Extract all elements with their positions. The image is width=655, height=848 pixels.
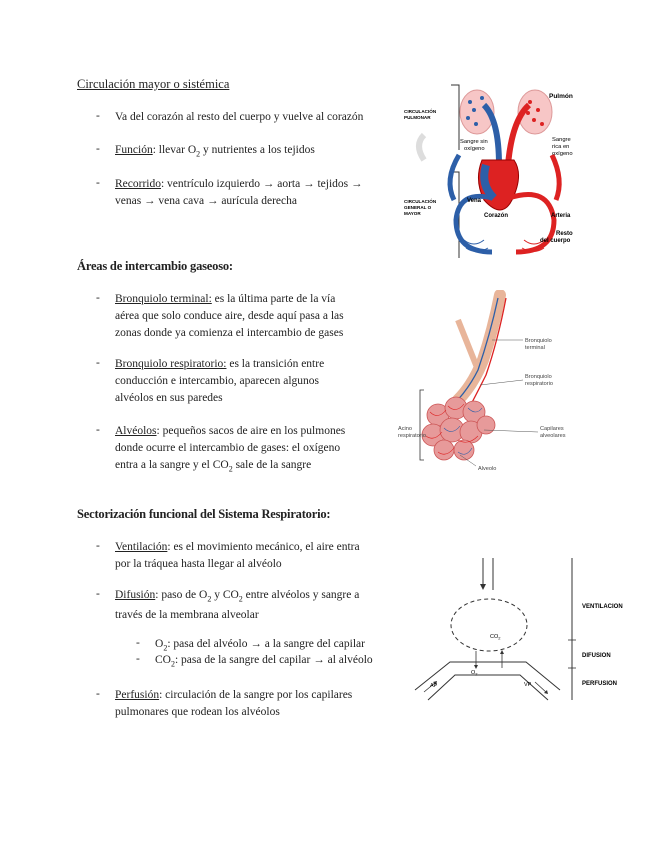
svg-text:alveolares: alveolares bbox=[540, 433, 566, 439]
label-difusion: DIFUSION bbox=[582, 653, 611, 659]
label-resto: Resto bbox=[556, 231, 573, 237]
label-arteria: Arteria bbox=[551, 213, 571, 219]
term-difusion: Difusión bbox=[115, 589, 156, 601]
svg-text:respiratorio: respiratorio bbox=[525, 381, 553, 387]
label-acino: Acino bbox=[398, 426, 412, 432]
bullet-dash: - bbox=[96, 357, 100, 369]
section-title-sectorizacion: Sectorización funcional del Sistema Respiratorio: bbox=[77, 507, 331, 521]
label-co2: $CO_2$ bbox=[490, 634, 501, 641]
bullet-dash: - bbox=[96, 540, 100, 552]
bullet-perfusion: Perfusión: circulación de la sangre por los capilares pulmonares que rodean los alvéolos bbox=[115, 689, 353, 718]
label-perfusion: PERFUSION bbox=[582, 681, 618, 687]
sub-bullet-dash: - bbox=[136, 653, 140, 665]
term-ventilacion: Ventilación bbox=[115, 541, 168, 553]
sub-bullet-co2: $CO_2$: pasa de la sangre del capilar → al alvéolo bbox=[155, 654, 373, 669]
bullet-dash: - bbox=[96, 143, 100, 155]
term-alveolos: Alvéolos bbox=[115, 425, 157, 437]
label-ap: AP bbox=[430, 683, 438, 689]
bullet-recorrido: Recorrido: ventrículo izquierdo → aorta → tejidos → venas → vena cava → aurícula derecha bbox=[115, 178, 363, 207]
bullet-dash: - bbox=[96, 424, 100, 436]
bullet-bronquiolo-terminal: Bronquiolo terminal: es la última parte de la vía aérea que solo conduce aire, desde aquí pasa a las zonas donde ya comienza el intercambio de gases bbox=[115, 293, 344, 339]
label-bronquiolo-terminal: Bronquiolo bbox=[525, 338, 552, 344]
svg-text:PULMONAR: PULMONAR bbox=[404, 115, 431, 120]
svg-text:oxígeno: oxígeno bbox=[464, 146, 485, 152]
svg-text:terminal: terminal bbox=[525, 345, 545, 351]
bullet-circulacion-desc: Va del corazón al resto del cuerpo y vuelve al corazón bbox=[115, 111, 364, 123]
svg-text:respiratorio: respiratorio bbox=[398, 433, 426, 439]
bullet-difusion: Difusión: paso de $O_2$ y $CO_2$ entre alvéolos y sangre a través de la membrana alveolar bbox=[115, 589, 360, 622]
section-title-circulacion-mayor: Circulación mayor o sistémica bbox=[77, 77, 230, 91]
svg-text:oxígeno: oxígeno bbox=[552, 151, 573, 157]
sub-bullet-o2: $O_2$: pasa del alvéolo → a la sangre del capilar bbox=[155, 638, 365, 653]
term-bronquiolo-terminal: Bronquiolo terminal: bbox=[115, 293, 212, 305]
circulation-diagram bbox=[404, 80, 580, 258]
sectorization-diagram bbox=[410, 550, 655, 705]
label-corazon: Corazón bbox=[484, 213, 508, 219]
label-sangre-sin: Sangre sin bbox=[460, 139, 488, 145]
svg-text:del cuerpo: del cuerpo bbox=[540, 238, 571, 244]
label-circ-pulmonar: CIRCULACIÓN bbox=[404, 109, 437, 114]
svg-text:MAYOR: MAYOR bbox=[404, 211, 421, 216]
label-capilares: Capilares bbox=[540, 426, 564, 432]
term-bronquiolo-respiratorio: Bronquiolo respiratorio: bbox=[115, 358, 227, 370]
label-ventilacion: VENTILACION bbox=[582, 604, 623, 610]
bullet-dash: - bbox=[96, 688, 100, 700]
term-perfusion: Perfusión bbox=[115, 689, 160, 701]
alveolus-outline bbox=[451, 599, 527, 651]
bullet-funcion: Función: llevar $O_2$ y nutrientes a los tejidos bbox=[115, 144, 315, 159]
bullet-ventilacion: Ventilación: es el movimiento mecánico, el aire entra por la tráquea hasta llegar al alvéolo bbox=[115, 541, 360, 570]
bullet-dash: - bbox=[96, 292, 100, 304]
alveoli-diagram bbox=[398, 290, 570, 480]
label-o2: $O_2$ bbox=[471, 670, 478, 677]
svg-text:rica en: rica en bbox=[552, 144, 570, 150]
term-funcion: Función bbox=[115, 144, 153, 156]
svg-text:GENERAL O: GENERAL O bbox=[404, 205, 432, 210]
label-vena: Vena bbox=[467, 198, 482, 204]
bullet-dash: - bbox=[96, 177, 100, 189]
section-title-areas-intercambio: Áreas de intercambio gaseoso: bbox=[77, 259, 233, 273]
bullet-dash: - bbox=[96, 110, 100, 122]
bullet-alveolos: Alvéolos: pequeños sacos de aire en los pulmones donde ocurre el intercambio de gases: el oxígeno entra a la sangre y el $CO_2$ sale de la sangre bbox=[115, 425, 346, 474]
label-circ-mayor: CIRCULACIÓN bbox=[404, 199, 437, 204]
bullet-dash: - bbox=[96, 588, 100, 600]
bullet-bronquiolo-respiratorio: Bronquiolo respiratorio: es la transición entre conducción e intercambio, aparecen algunos alvéolos en sus paredes bbox=[115, 358, 325, 404]
label-alveolo: Alveolo bbox=[478, 466, 497, 472]
label-sangre-rica: Sangre bbox=[552, 137, 571, 143]
label-bronquiolo-respiratorio: Bronquiolo bbox=[525, 374, 552, 380]
term-recorrido: Recorrido bbox=[115, 178, 161, 190]
label-vp: VP bbox=[524, 682, 532, 688]
sub-bullet-dash: - bbox=[136, 637, 140, 649]
label-pulmon: Pulmón bbox=[549, 93, 573, 100]
